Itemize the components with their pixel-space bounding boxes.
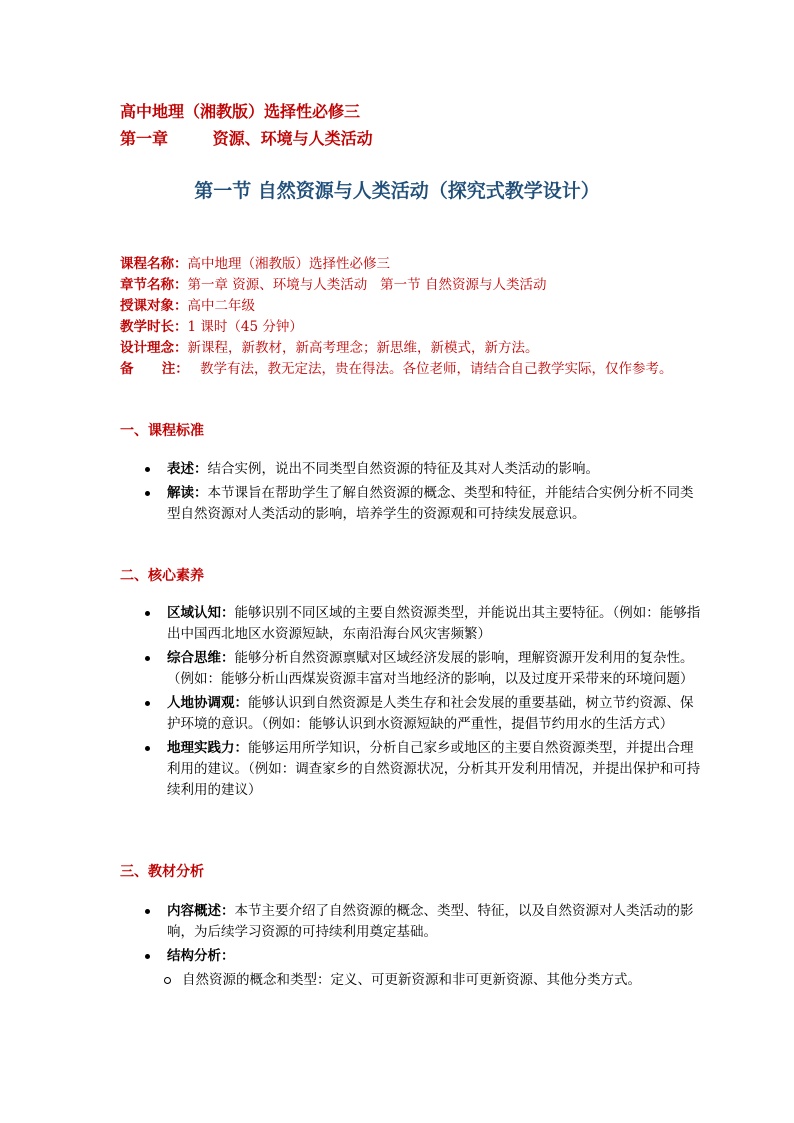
section-heading-standards: 一、课程标准 bbox=[120, 423, 204, 439]
bullet-icon bbox=[145, 611, 150, 616]
item-label: 综合思维： bbox=[167, 650, 235, 666]
list-item bbox=[142, 946, 702, 967]
item-label: 表述： bbox=[167, 461, 208, 477]
list-item bbox=[142, 970, 702, 991]
item-label: 区域认知： bbox=[167, 605, 235, 621]
bullet-icon bbox=[145, 954, 150, 959]
section-heading-literacy: 二、核心素养 bbox=[120, 568, 204, 584]
list-item bbox=[142, 483, 702, 525]
section-title: 第一节 自然资源与人类活动（探究式教学设计） bbox=[194, 180, 600, 202]
audience-value: 高中二年级 bbox=[187, 298, 255, 314]
circle-bullet-icon bbox=[164, 977, 171, 984]
item-label: 结构分析： bbox=[167, 948, 235, 964]
item-label: 内容概述： bbox=[167, 903, 235, 919]
bullet-icon bbox=[145, 909, 150, 914]
audience-label: 授课对象： bbox=[120, 298, 188, 314]
section-heading-textbook: 三、教材分析 bbox=[120, 864, 204, 880]
item-label: 解读： bbox=[167, 485, 208, 501]
note-value: 教学有法，教无定法，贵在得法。各位老师，请结合自己教学实际，仅作参考。 bbox=[200, 361, 673, 377]
note-label: 备 注： bbox=[120, 361, 189, 377]
concept-row bbox=[120, 338, 700, 359]
concept-value: 新课程，新教材，新高考理念；新思维，新模式，新方法。 bbox=[187, 340, 539, 356]
bullet-icon bbox=[145, 467, 150, 472]
item-text: 能够识别不同区域的主要自然资源类型，并能说出其主要特征。（例如：能够指出中国西北地区水资源短缺，东南沿海台风灾害频繁） bbox=[167, 605, 701, 642]
item-text: 本节主要介绍了自然资源的概念、类型、特征，以及自然资源对人类活动的影响，为后续学习资源的可持续利用奠定基础。 bbox=[167, 903, 694, 940]
bullet-icon bbox=[145, 491, 150, 496]
literacy-list bbox=[142, 603, 702, 804]
list-item bbox=[142, 901, 702, 943]
item-text: 能够认识到自然资源是人类生存和社会发展的重要基础，树立节约资源、保护环境的意识。（例如：能够认识到水资源短缺的严重性，提倡节约用水的生活方式） bbox=[167, 695, 694, 732]
chapter-name-label: 章节名称： bbox=[120, 277, 188, 293]
duration-value: 1 课时（45 分钟） bbox=[187, 319, 303, 335]
standards-list bbox=[142, 459, 702, 528]
duration-label: 教学时长： bbox=[120, 319, 188, 335]
chapter-name-row bbox=[120, 275, 700, 296]
bullet-icon bbox=[145, 746, 150, 751]
concept-label: 设计理念： bbox=[120, 340, 188, 356]
textbook-list bbox=[142, 901, 702, 994]
course-info bbox=[120, 254, 700, 380]
item-text: 能够分析自然资源禀赋对区域经济发展的影响，理解资源开发利用的复杂性。（例如：能够分析山西煤炭资源丰富对当地经济的影响，以及过度开采带来的环境问题） bbox=[167, 650, 694, 687]
item-label: 人地协调观： bbox=[167, 695, 248, 711]
bullet-icon bbox=[145, 656, 150, 661]
list-item bbox=[142, 459, 702, 480]
chapter-name-value: 第一章 资源、环境与人类活动 第一节 自然资源与人类活动 bbox=[187, 277, 547, 293]
item-text: 本节课旨在帮助学生了解自然资源的概念、类型和特征，并能结合实例分析不同类型自然资源对人类活动的影响，培养学生的资源观和可持续发展意识。 bbox=[167, 485, 694, 522]
bullet-icon bbox=[145, 701, 150, 706]
audience-row bbox=[120, 296, 700, 317]
course-name-value: 高中地理（湘教版）选择性必修三 bbox=[187, 256, 390, 272]
note-row bbox=[120, 359, 700, 380]
chapter-title: 第一章 资源、环境与人类活动 bbox=[120, 129, 373, 148]
item-label: 地理实践力： bbox=[167, 740, 248, 756]
course-name-row bbox=[120, 254, 700, 275]
item-text: 自然资源的概念和类型：定义、可更新资源和非可更新资源、其他分类方式。 bbox=[182, 972, 641, 988]
list-item bbox=[142, 738, 702, 801]
list-item bbox=[142, 648, 702, 690]
item-text: 能够运用所学知识，分析自己家乡或地区的主要自然资源类型，并提出合理利用的建议。（例如：调查家乡的自然资源状况，分析其开发利用情况，并提出保护和可持续利用的建议） bbox=[167, 740, 701, 798]
duration-row bbox=[120, 317, 700, 338]
list-item bbox=[142, 603, 702, 645]
course-title: 高中地理（湘教版）选择性必修三 bbox=[120, 102, 361, 121]
item-text: 结合实例，说出不同类型自然资源的特征及其对人类活动的影响。 bbox=[207, 461, 599, 477]
list-item bbox=[142, 693, 702, 735]
course-name-label: 课程名称： bbox=[120, 256, 188, 272]
